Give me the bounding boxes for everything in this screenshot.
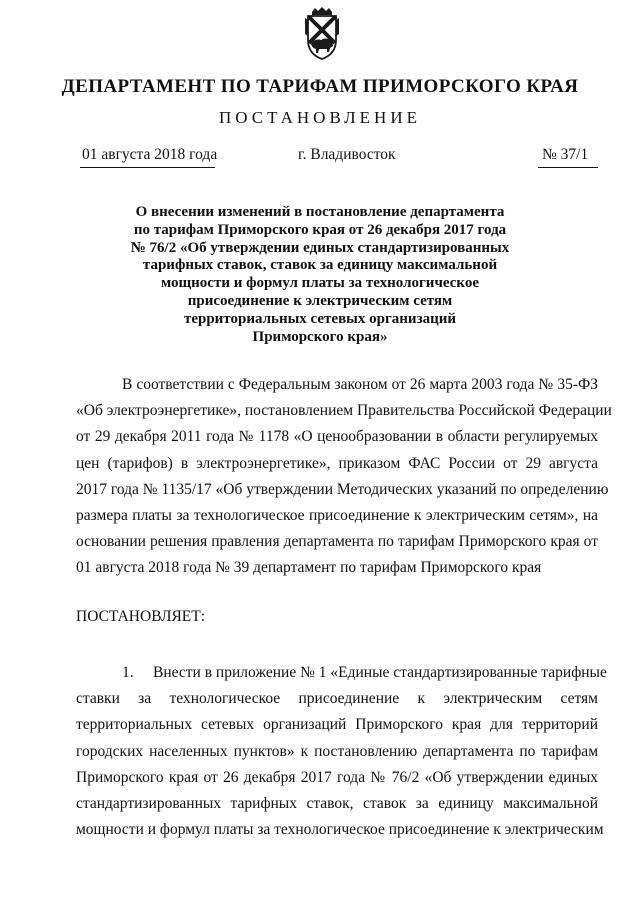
coat-of-arms-emblem-icon <box>300 6 344 60</box>
resolves-heading: ПОСТАНОВЛЯЕТ: <box>76 608 206 625</box>
item-line: территориальных сетевых организаций Приморского края для территорий <box>76 716 598 734</box>
document-city: г. Владивосток <box>298 146 396 163</box>
item-line: 1. Внести в приложение № 1 «Единые стандартизированные тарифные <box>122 664 607 681</box>
item-line: Приморского края от 26 декабря 2017 года № 76/2 «Об утверждении единых <box>76 768 598 786</box>
preamble-line: 2017 года № 1135/17 «Об утверждении Методических указаний по определению <box>76 480 609 498</box>
subject-line: по тарифам Приморского края от 26 декабря 2017 года <box>133 221 507 238</box>
preamble-line: цен (тарифов) в электроэнергетике», приказом ФАС России от 29 августа <box>76 454 598 472</box>
subject-line: Приморского края» <box>252 328 388 345</box>
date-underline <box>80 167 215 168</box>
item-1-paragraph <box>76 660 607 843</box>
subject-line: тарифных ставок, ставок за единицу максимальной <box>142 257 498 274</box>
subject-line: О внесении изменений в постановление департамента <box>135 204 505 220</box>
document-number: № 37/1 <box>542 146 589 163</box>
subject-line: № 76/2 «Об утверждении единых стандартизированных <box>130 239 510 256</box>
preamble-line: основании решения правления департамента по тарифам Приморского края от <box>76 533 598 551</box>
document-subject <box>100 204 540 346</box>
number-underline <box>538 167 598 168</box>
department-title: ДЕПАРТАМЕНТ ПО ТАРИФАМ ПРИМОРСКОГО КРАЯ <box>61 76 579 97</box>
item-line: мощности и формул платы за технологическое присоединение к электрическим <box>76 821 604 839</box>
document-date: 01 августа 2018 года <box>82 146 218 163</box>
subject-line: территориальных сетевых организаций <box>183 310 457 327</box>
preamble-paragraph <box>76 372 612 582</box>
item-line: городских населенных пунктов» к постановлению департамента по тарифам <box>76 742 598 760</box>
subject-line: присоединение к электрическим сетям <box>187 292 453 309</box>
preamble-line: размера платы за технологическое присоединение к электрическим сетям», на <box>76 507 598 525</box>
preamble-line: 01 августа 2018 года № 39 департамент по тарифам Приморского края <box>76 559 542 577</box>
preamble-line: от 29 декабря 2011 года № 1178 «О ценообразовании в области регулируемых <box>76 428 598 446</box>
item-line: стандартизированных тарифных ставок, ставок за единицу максимальной <box>76 795 598 813</box>
preamble-line: В соответствии с Федеральным законом от 26 марта 2003 года № 35-ФЗ <box>122 376 598 393</box>
document-type: ПОСТАНОВЛЕНИЕ <box>218 108 421 127</box>
preamble-line: «Об электроэнергетике», постановлением Правительства Российской Федерации <box>76 402 612 420</box>
item-line: ставки за технологическое присоединение к электрическим сетям <box>76 690 598 708</box>
subject-line: мощности и формул платы за технологическое <box>160 275 480 292</box>
